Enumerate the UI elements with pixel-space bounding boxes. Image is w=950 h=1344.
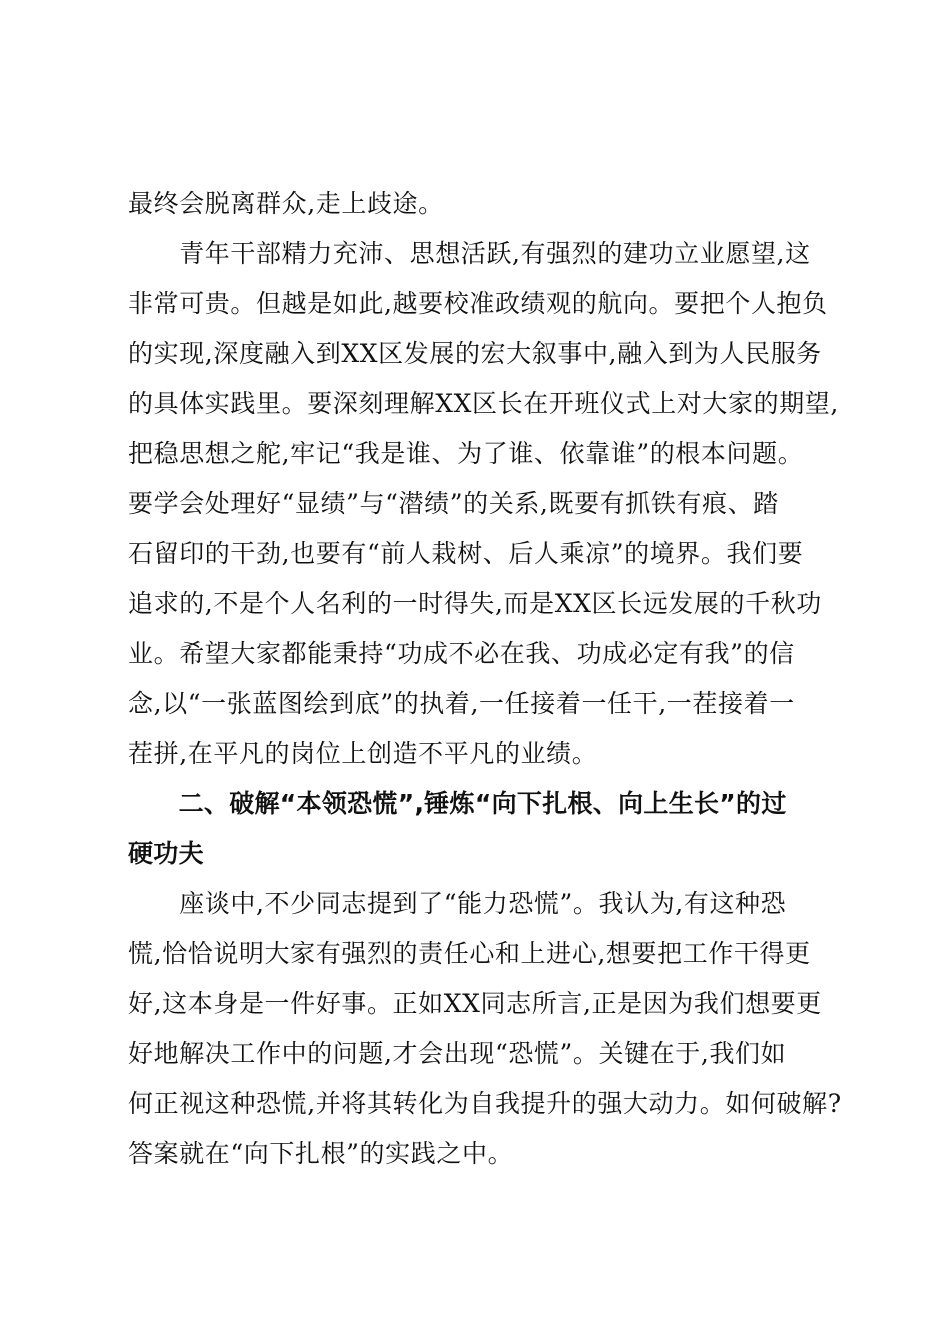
text-line: 把稳思想之舵,牢记“我是谁、为了谁、依靠谁”的根本问题。: [128, 439, 804, 468]
text-line: 石留印的干劲,也要有“前人栽树、后人乘凉”的境界。我们要: [128, 539, 804, 568]
text-line: 要学会处理好“显绩”与“潜绩”的关系,既要有抓铁有痕、踏: [128, 489, 779, 518]
text-line: 最终会脱离群众,走上歧途。: [128, 189, 444, 218]
text-line: 好,这本身是一件好事。正如XX同志所言,正是因为我们想要更: [128, 989, 822, 1018]
text-line: 的具体实践里。要深刻理解XX区长在开班仪式上对大家的期望,: [128, 389, 839, 418]
text-line: 座谈中,不少同志提到了“能力恐慌”。我认为,有这种恐: [128, 889, 787, 918]
text-line: 慌,恰恰说明大家有强烈的责任心和上进心,想要把工作干得更: [128, 939, 811, 968]
text-line: 青年干部精力充沛、思想活跃,有强烈的建功立业愿望,这: [128, 239, 811, 268]
text-line: 茬拼,在平凡的岗位上创造不平凡的业绩。: [128, 739, 598, 768]
text-line: 念,以“一张蓝图绘到底”的执着,一任接着一任干,一茬接着一: [128, 689, 795, 718]
text-line: 追求的,不是个人名利的一时得失,而是XX区长远发展的千秋功: [128, 589, 822, 618]
text-line: 的实现,深度融入到XX区发展的宏大叙事中,融入到为人民服务: [128, 339, 822, 368]
section-heading-line: 二、破解“本领恐慌”,锤炼“向下扎根、向上生长”的过: [128, 789, 787, 818]
text-line: 业。希望大家都能秉持“功成不必在我、功成必定有我”的信: [128, 639, 795, 668]
text-line: 好地解决工作中的问题,才会出现“恐慌”。关键在于,我们如: [128, 1039, 787, 1068]
text-line: 何正视这种恐慌,并将其转化为自我提升的强大动力。如何破解?: [128, 1089, 842, 1118]
text-line: 非常可贵。但越是如此,越要校准政绩观的航向。要把个人抱负: [128, 289, 828, 318]
section-heading-line: 硬功夫: [128, 839, 204, 868]
text-line: 答案就在“向下扎根”的实践之中。: [128, 1139, 514, 1168]
